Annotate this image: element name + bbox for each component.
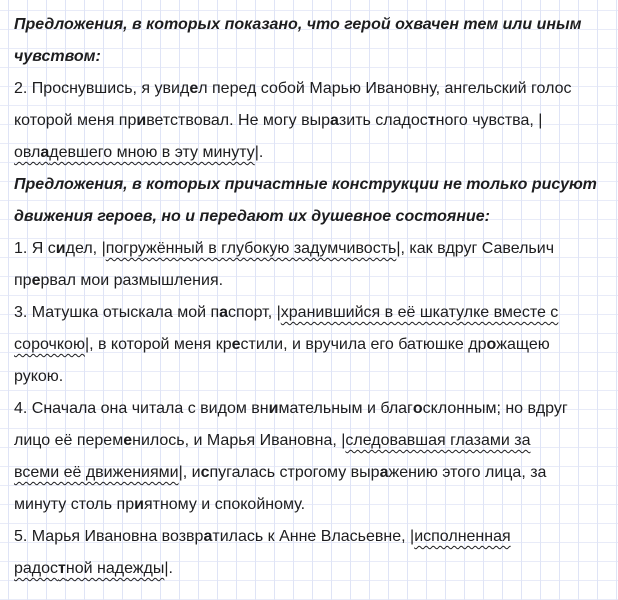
text-segment: чувством: bbox=[14, 48, 101, 65]
text-line bbox=[14, 553, 614, 585]
text-segment: л перед собой Марью Ивановну, ангельский голос bbox=[198, 80, 572, 97]
text-segment: |, в которой меня кр bbox=[84, 336, 232, 353]
stressed-letter: и bbox=[268, 400, 279, 417]
text-line bbox=[14, 9, 614, 41]
text-segment: 5. Марья Ивановна возвр bbox=[14, 528, 204, 545]
text-segment: минуту столь пр bbox=[14, 496, 135, 513]
text-line bbox=[14, 329, 614, 361]
text-segment: ного чувства, | bbox=[435, 112, 543, 129]
text-line bbox=[14, 393, 614, 425]
text-segment: дел, | bbox=[65, 240, 106, 257]
stressed-letter: и bbox=[55, 240, 66, 257]
text-line bbox=[14, 201, 614, 233]
participial-phrase-text: следовавшая глазами за bbox=[345, 432, 531, 449]
text-segment: тилась к Анне Власьевне, | bbox=[212, 528, 415, 545]
text-line bbox=[14, 73, 614, 105]
text-segment: 1. Я с bbox=[14, 240, 56, 257]
stressed-letter: а bbox=[203, 528, 213, 545]
stressed-letter: е bbox=[231, 336, 241, 353]
text-segment: нилось, и Марья Ивановна, | bbox=[132, 432, 346, 449]
text-segment: |, и bbox=[178, 464, 201, 481]
sentence-paragraph bbox=[14, 297, 614, 393]
text-line bbox=[14, 41, 614, 73]
text-segment: |. bbox=[164, 560, 173, 577]
text-segment: ветствовал. Не могу выр bbox=[146, 112, 331, 129]
stressed-letter: е bbox=[31, 272, 41, 289]
stressed-letter: т bbox=[58, 560, 66, 577]
participial-phrase-text: ной надежды bbox=[65, 560, 165, 577]
text-segment: мательным и благ bbox=[278, 400, 413, 417]
text-segment: рвал мои размышления. bbox=[40, 272, 224, 289]
stressed-letter: с bbox=[200, 464, 210, 481]
text-segment: |, как вдруг Савельич bbox=[396, 240, 555, 257]
stressed-letter: е bbox=[189, 80, 199, 97]
stressed-letter: а bbox=[219, 304, 229, 321]
text-line bbox=[14, 457, 614, 489]
sentence-paragraph bbox=[14, 73, 614, 169]
text-segment: лицо её перем bbox=[14, 432, 124, 449]
text-line bbox=[14, 137, 614, 169]
text-segment: ятному и спокойному. bbox=[143, 496, 306, 513]
text-segment: жащею bbox=[496, 336, 550, 353]
stressed-letter: о bbox=[412, 400, 423, 417]
stressed-letter: о bbox=[486, 336, 497, 353]
participial-phrase-text: исполненная bbox=[414, 528, 511, 545]
stressed-letter: и bbox=[134, 496, 144, 513]
text-line bbox=[14, 265, 614, 297]
stressed-letter: а bbox=[40, 144, 50, 161]
text-line bbox=[14, 169, 614, 201]
text-line bbox=[14, 233, 614, 265]
participial-phrase-text: овл bbox=[14, 144, 41, 161]
stressed-letter: а bbox=[330, 112, 339, 129]
section-heading bbox=[14, 9, 614, 73]
text-segment: которой меня пр bbox=[14, 112, 137, 129]
text-line bbox=[14, 521, 614, 553]
participial-phrase-text: радос bbox=[14, 560, 59, 577]
text-segment: спорт, | bbox=[228, 304, 281, 321]
participial-phrase-text: девшего мною в эту минуту bbox=[49, 144, 255, 161]
stressed-letter: а bbox=[379, 464, 389, 481]
stressed-letter: и bbox=[136, 112, 147, 129]
text-line bbox=[14, 489, 614, 521]
text-segment: пр bbox=[14, 272, 32, 289]
text-line bbox=[14, 297, 614, 329]
participial-phrase-text: всеми её движениями bbox=[14, 464, 179, 481]
participial-phrase-text: хранившийся в её шкатулке вместе с bbox=[280, 304, 559, 321]
text-segment: стили, и вручила его батюшке др bbox=[240, 336, 487, 353]
text-line bbox=[14, 361, 614, 393]
text-segment: |. bbox=[254, 144, 264, 161]
text-segment: рукою. bbox=[14, 368, 64, 385]
text-segment: Предложения, в которых показано, что герой охвачен тем или иным bbox=[14, 16, 582, 33]
text-line bbox=[14, 105, 614, 137]
stressed-letter: е bbox=[123, 432, 133, 449]
text-segment: 4. Сначала она читала с видом вн bbox=[14, 400, 269, 417]
sentence-paragraph bbox=[14, 233, 614, 297]
text-segment: 2. Проснувшись, я увид bbox=[14, 80, 190, 97]
text-segment: склонным; но вдруг bbox=[422, 400, 568, 417]
text-segment: зить сладос bbox=[338, 112, 428, 129]
text-segment: 3. Матушка отыскала мой п bbox=[14, 304, 220, 321]
sentence-paragraph bbox=[14, 393, 614, 521]
text-segment: движения героев, но и передают их душевное состояние: bbox=[14, 208, 490, 225]
section-heading bbox=[14, 169, 614, 233]
participial-phrase-text: сорочкою bbox=[14, 336, 85, 353]
sentence-paragraph bbox=[14, 521, 614, 585]
text-segment: жению этого лица, за bbox=[388, 464, 547, 481]
text-segment: пугалась строгому выр bbox=[209, 464, 380, 481]
stressed-letter: т bbox=[427, 112, 436, 129]
participial-phrase-text: погружённый в глубокую задумчивость bbox=[105, 240, 397, 257]
text-segment: Предложения, в которых причастные конструкции не только рисуют bbox=[14, 176, 597, 193]
text-line bbox=[14, 425, 614, 457]
